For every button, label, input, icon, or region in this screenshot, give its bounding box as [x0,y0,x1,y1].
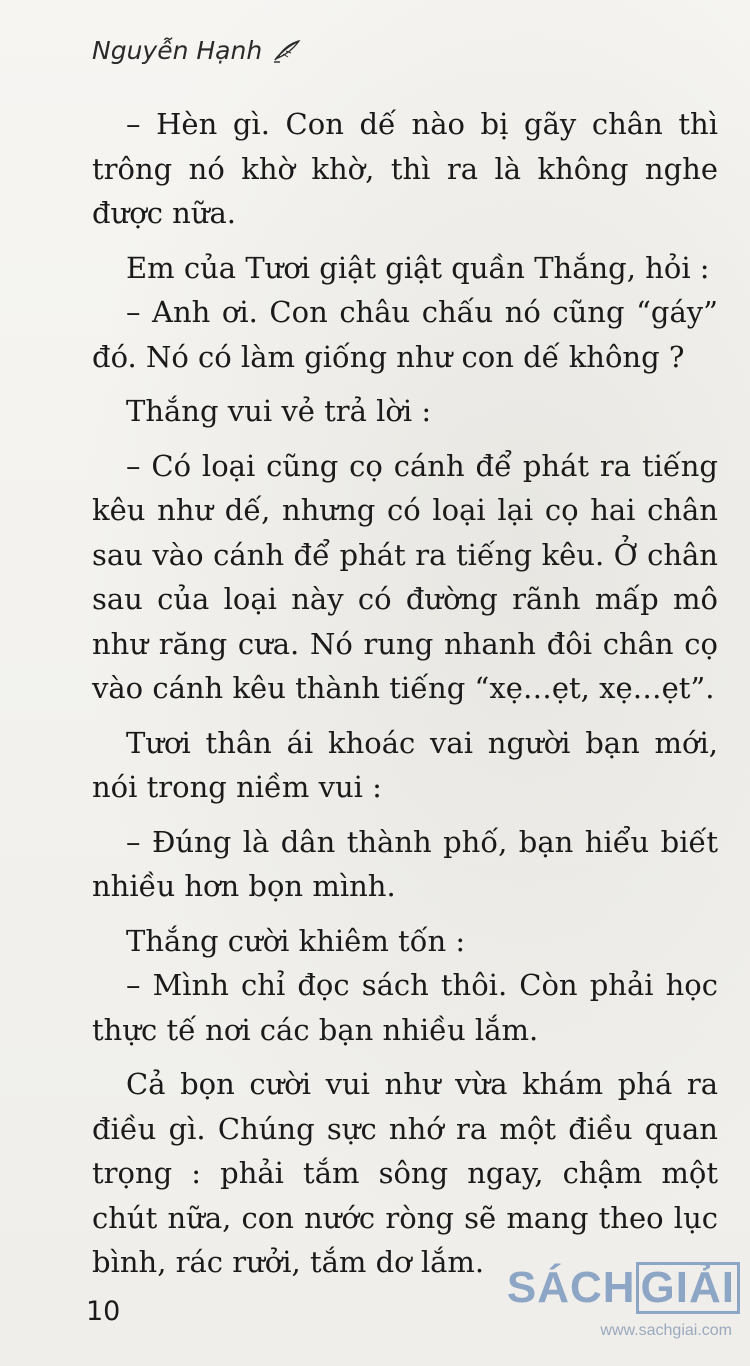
running-header [92,36,302,65]
author-name: Nguyễn Hạnh [92,36,263,65]
paragraph-7: – Đúng là dân thành phố, bạn hiểu biết nhiều hơn bọn mình. [92,824,718,903]
paragraph-1: – Hèn gì. Con dế nào bị gãy chân thì trông nó khờ khờ, thì ra là không nghe được nữa. [92,107,718,230]
paragraph-3: – Anh ơi. Con châu chấu nó cũng “gáy” đó. Nó có làm giống như con dế không ? [92,295,718,374]
paragraph-4: Thắng vui vẻ trả lời : [126,394,432,428]
paragraph-5: – Có loại cũng cọ cánh để phát ra tiếng kêu như dế, nhưng có loại lại cọ hai chân sau vào cánh để phát ra tiếng kêu. Ở chân sau của loại này có đường rãnh mấp mô như răng cưa. Nó rung nhanh đôi chân cọ vào cánh kêu thành tiếng “xẹ…ẹt, xẹ…ẹt”. [92,448,718,705]
paragraph-2: Em của Tươi giật giật quần Thắng, hỏi : [126,250,710,285]
watermark-logo [507,1262,740,1314]
paragraph-6: Tươi thân ái khoác vai người bạn mới, nói trong niềm vui : [92,725,718,804]
paragraph-8: Thắng cười khiêm tốn : [126,923,466,958]
paragraph-9: – Mình chỉ đọc sách thôi. Còn phải học thực tế nơi các bạn nhiều lắm. [92,968,718,1047]
quill-pen-icon [272,38,302,64]
watermark-logo-box: GIẢI [636,1262,740,1314]
watermark-logo-left: SÁCH [506,1263,636,1312]
paragraph-10: Cả bọn cười vui như vừa khám phá ra điều gì. Chúng sực nhớ ra một điều quan trọng : phải tắm sông ngay, chậm một chút nữa, con nước ròng sẽ mang theo lục bình, rác rưởi, tắm dơ lắm. [92,1067,718,1279]
page-number: 10 [86,1296,121,1327]
watermark [506,1262,740,1352]
page-body [92,102,718,1285]
watermark-url: www.sachgiai.com [600,1322,732,1339]
